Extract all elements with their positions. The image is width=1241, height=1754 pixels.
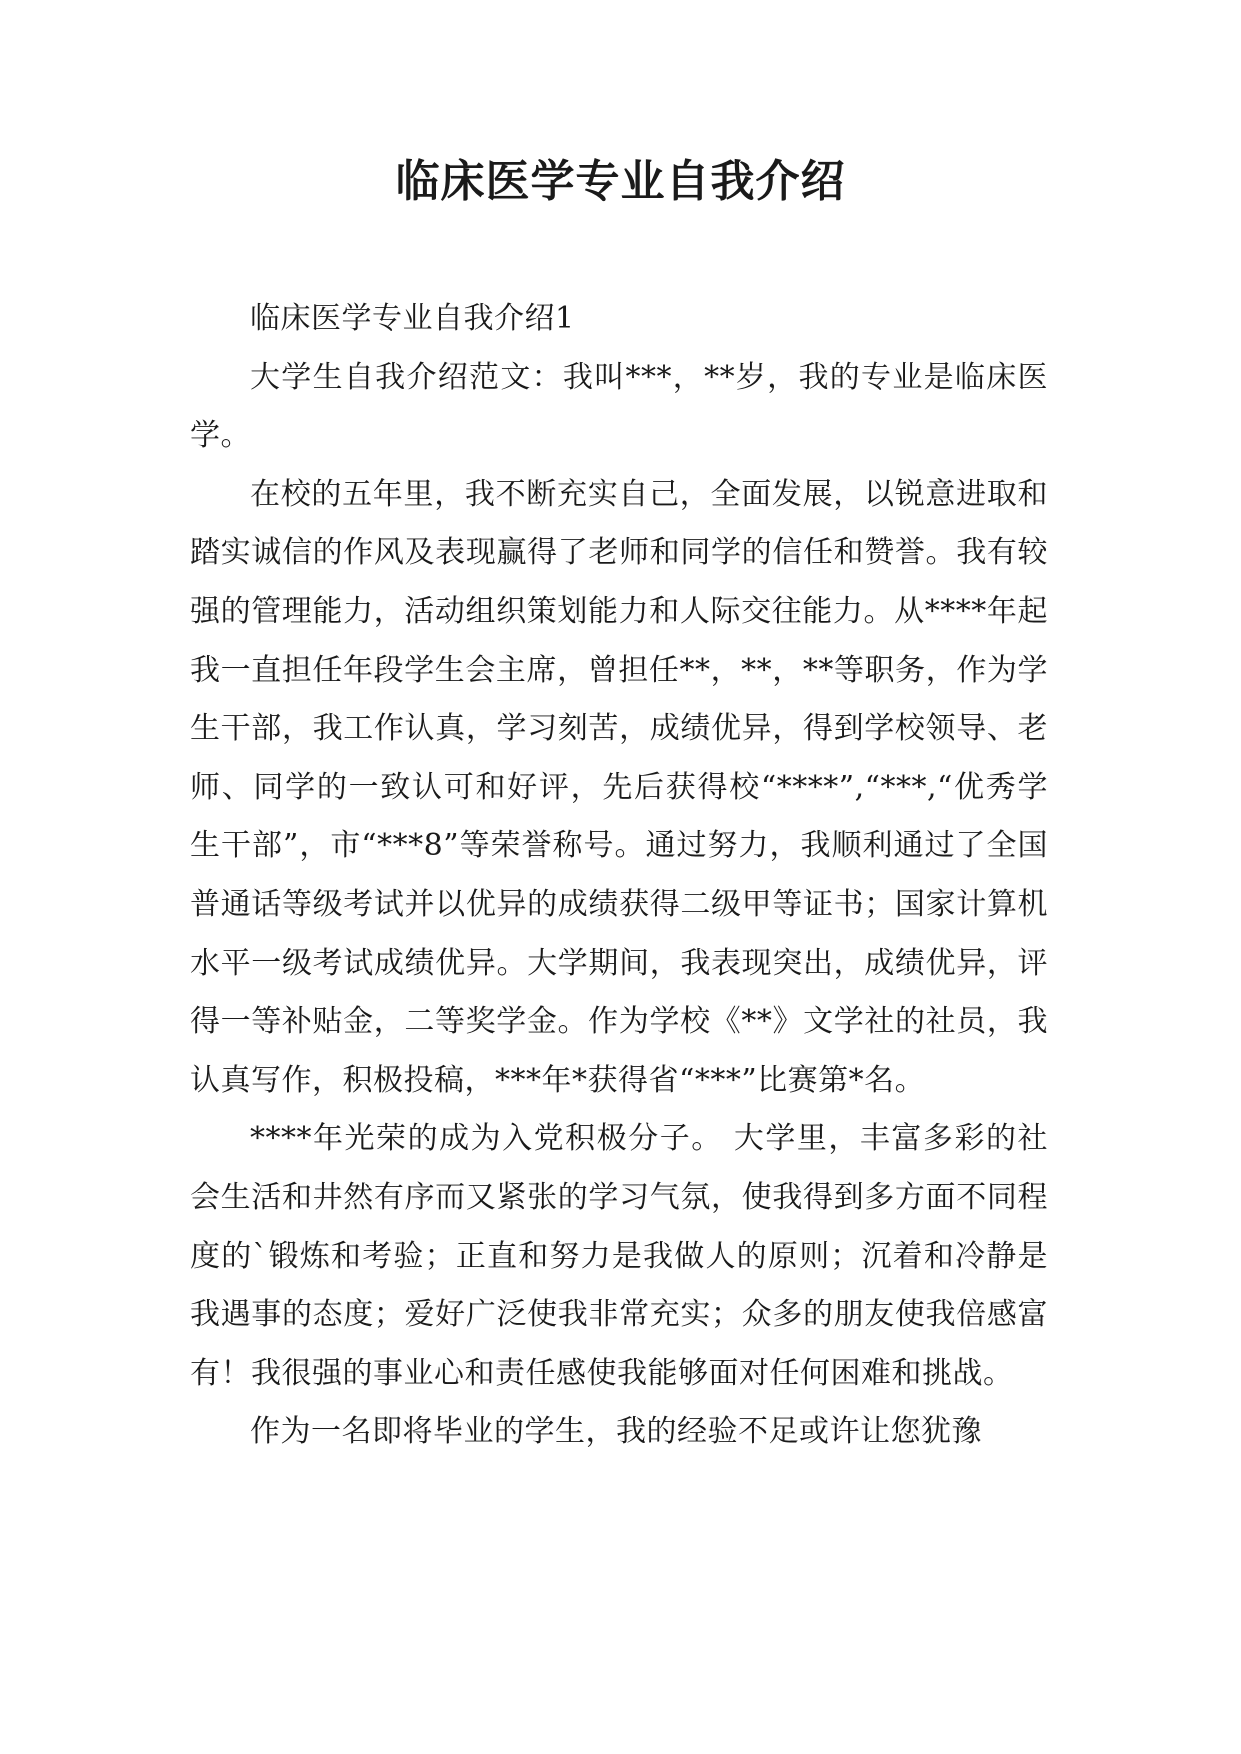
body-paragraph: 在校的五年里，我不断充实自己，全面发展，以锐意进取和踏实诚信的作风及表现赢得了老师和同学的信任和赞誉。我有较强的管理能力，活动组织策划能力和人际交往能力。从****年起我一直担任年段学生会主席，曾担任**，**，**等职务，作为学生干部，我工作认真，学习刻苦，成绩优异，得到学校领导、老师、同学的一致认可和好评，先后获得校“****”,“***,“优秀学生干部”，市“***8”等荣誉称号。通过努力，我顺利通过了全国普通话等级考试并以优异的成绩获得二级甲等证书；国家计算机水平一级考试成绩优异。大学期间，我表现突出，成绩优异，评得一等补贴金，二等奖学金。作为学校《**》文学社的社员，我认真写作，积极投稿，***年*获得省“***”比赛第*名。 xyxy=(190,476,1048,1098)
body-paragraph: 大学生自我介绍范文：我叫***，**岁，我的专业是临床医学。 xyxy=(190,359,1048,454)
body-paragraph: 作为一名即将毕业的学生，我的经验不足或许让您犹豫 xyxy=(250,1414,982,1450)
section-heading: 临床医学专业自我介绍1 xyxy=(250,301,575,336)
body-paragraph: ****年光荣的成为入党积极分子。 大学里，丰富多彩的社会生活和井然有序而又紧张的学习气氛，使我得到多方面不同程度的`锻炼和考验；正直和努力是我做人的原则；沉着和冷静是我遇事的态度；爱好广泛使我非常充实；众多的朋友使我倍感富有！我很强的事业心和责任感使我能够面对任何困难和挑战。 xyxy=(190,1121,1048,1391)
document-body xyxy=(190,290,1048,1462)
document-title: 临床医学专业自我介绍 xyxy=(395,156,846,207)
